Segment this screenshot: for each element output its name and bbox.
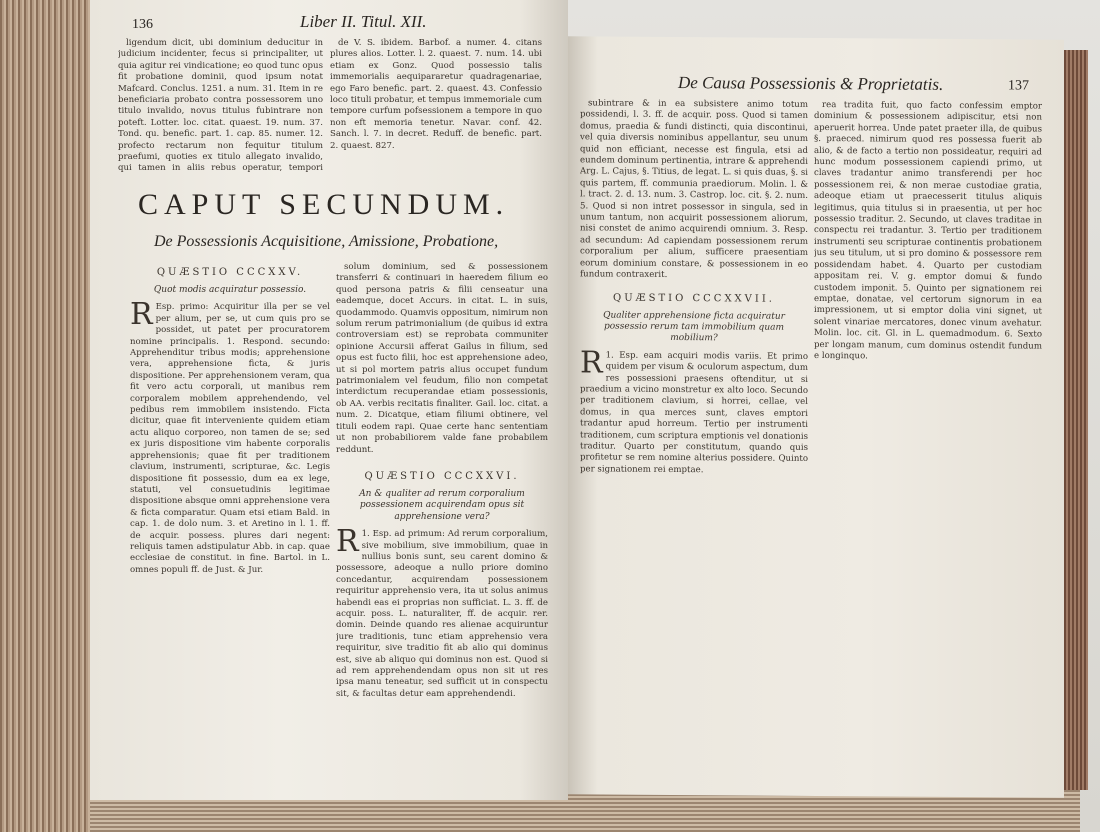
paragraph: ligendum dicit, ubi dominium deducitur in judicium incidenter, fecus si principaliter, ut quia agitur rei vindicatione; eo quod tunc opus fit probatione dominii, quod ipsum notat Mafcard. Conclus. 1251. a num. 31. Item in re beneficiaria probato contra possessorem uno titulo invalido, novus titulus fubintrare non poteft. Lotter. loc. citat. quaest. 19. num. 37. Tond. qu. benefic. part. 1. cap. 85. numer. 12. profecto rectarum non fequitur titulum praefumi, quoties ex titulo allegato invalido, qui tamen in aliis rebus operatur, tempori — [118, 38, 323, 174]
page-number: 136 — [132, 17, 153, 32]
page-number: 137 — [1008, 78, 1029, 94]
book-page-edges-left — [0, 0, 100, 832]
running-head: De Causa Possessionis & Proprietatis. — [678, 73, 944, 94]
left-page — [90, 0, 568, 800]
drop-cap: R — [130, 297, 153, 333]
text-column — [130, 262, 330, 764]
quaestio-subtitle: Qualiter apprehensione ficta acquiratur possessio rerum tam immobilium quam mobilium? — [603, 310, 785, 344]
running-head: Liber II. Titul. XII. — [300, 12, 427, 31]
quaestio-heading: QUÆSTIO CCCXXV. — [156, 267, 304, 278]
paragraph: rea tradita fuit, quo facto confessim emptor dominium & possessionem adipiscitur, etsi non aperuerit horrea. Unde patet praeter illa, de quibus §. praeced. nimirum quod res possessa fuerit ab alio, & de facto a tertio non possideatur, requiri ad hunc modum possessionem capiendi primo, ut claves tradantur animo transferendi per hoc possessionem rei, & non merae custodiae gratia, adeoque etiam ut praecesserit titulus aliquis legitimus, quia titulus si in praesentia, ut per hoc possessio traditur. 2. Secundo, ut claves traditae in conspectu rei tradantur. 3. Tertio per traditionem instrumenti seu scripturae continentis probationem jus seu titulum, ut si pro domino & possessore rem possidendam habet. 4. Quarto per custodiam appositam rei. V. g. emptor domui & fundo custodem imponit. 5. Quinto per signationem rei emptae, donatae, vel certorum signorum in ea impressionem, ut si emptor dolia vini signet, ut solent vinariae mercatores, donec vinum avehatur. Molin. loc. cit. Gl. in L. quemadmodum. 6. Sexto per longam manum, cum dominus ostendit fundum e longinquo. — [814, 100, 1042, 362]
text-column — [118, 38, 323, 175]
text-column — [330, 38, 542, 175]
chapter-subtitle: De Possessionis Acquisitione, Amissione, Probatione, — [154, 233, 499, 250]
paragraph: subintrare & in ea subsistere animo totum possidendi, l. 3. ff. de acquir. poss. Quod si tamen domus, praedia & fundi distincti, quia discontinui, vel quia diversis nominibus appellantur, seu unum quid non efficiant, necesse est fingula, etsi ad eundem dominum pertinentia, intrare & apprehendi Arg. L. Cajus, §. Titius, de legat. L. si quis duas, §. si quis partem, ff. communia praediorum. Molin. l. & l. tract. 2. d. 13. num. 3. Castrop. loc. cit. §. 2. num. 5. Quod si non intret possessor in singula, sed in unum tantum, non acquirit possessionem aliorum, nisi constet de animo acquirendi omnium. 3. Resp. ad secundum: Ad capiendam possessionem rerum corporalium per alium, sufficere praesentiam eorum dominium constare, & possessionem in eo fundum contraxerit. — [580, 98, 808, 281]
text-column — [580, 98, 808, 780]
quaestio-heading: QUÆSTIO CCCXXVI. — [364, 470, 520, 482]
paragraph: de V. S. ibidem. Barbof. a numer. 4. citans plures alios. Lotter. l. 2. quaest. 7. num. 14. ubi etiam ex Gonz. Quod possessio talis immemorialis aequipararetur quadragenariae, ego Faro benefic. part. 2. quaest. 43. Confessio loco tituli probatur, et tempus immemoriale cum tempore curfum pofsessionem a tempore in quo non eft memoria tenetur. Navar. conf. 42. Sanch. l. 7. in decret. Reduff. de benefic. part. 2. quaest. 827. — [330, 38, 542, 151]
text-column — [336, 262, 548, 764]
paragraph: 1. Esp. eam acquiri modis variis. Et primo quidem per visum & oculorum aspectum, dum res possessioni praesens oftenditur, ut si praedium a vicino monstretur ex alto loco. Secundo per traditionem clavium, si horrei, cellae, vel domus, in qua merces sunt, claves emptori tradantur apud horreum. Tertio per instrumenti traditionem, cum scriptura emptionis vel donationis traditur. Quarto per constitutum, quando quis profitetur se rem nomine alterius possidere. Quinto per signationem rei emptae. — [580, 350, 808, 475]
text-column — [814, 100, 1042, 782]
paragraph: solum dominium, sed & possessionem transferri & continuari in haeredem filium eo quod persona patris & filii censeatur una eademque, docet Accurs. in citat. L. in suis, quodammodo. Quamvis oppositum, nimirum non solum rerum patrimonialium (de quibus id extra controversiam est) se reprobata communiter opinione Accursii afferat Gailus in filium, sed opus est fucto filii, hoc est apprehensione adeo, ut si pol mortem patris alius occupet fundum patrimonialem vel feudum, filio non competat interdictum recuperandae etiam possessionis, ob AA. verbis recitatis finaliter. Gail. loc. citat. a num. 2. Dicatque, etiam filiumi obtinere, vel tituli eodem rapi. Quae certe hanc sententiam ut non probabiliorem valde fane probabilem reddunt. — [336, 262, 548, 455]
quaestio-subtitle: An & qualiter ad rerum corporalium possessionem acquirendam opus sit apprehensione vera? — [359, 488, 525, 522]
right-page — [568, 36, 1064, 797]
paragraph: Esp. primo: Acquiritur illa per se vel per alium, per se, ut cum quis pro se possidet, ut patet per procuratorem nomine principalis. 1. Respond. secundo: Apprehenditur tribus modis; apprehensione vera, apprehensione ficta, & juris dispositione. Per apprehensionem veram, qua fit vero actu corporali, ut manibus rem corporalem mobilem apprehendendo, vel pedibus rem immobilem insistendo. Ficta dicitur, quae fit interveniente quidem etiam actu aliquo corporeo, non tamen de se; sed ex juris dispositione vim habente corporalis apprehensionis; quae fit per traditionem clavium, instrumenti, scripturae, &c. Legis dispositione fit possessio, dum ea ex lege, statuti, vel consuetudinis legitimae dispositione absque omni apprehensione vera & ficta comparatur. Quam etsi etiam Bald. in cap. 1. de dolo num. 3. et Aretino in l. 1. ff. de acquir. possess. plures dari negent: reliquis tamen adstipulatur Abb. in cap. quae ecclesiae de constitut. in fine. Bartol. in L. omnes populi ff. de Just. & Jur. — [130, 302, 330, 575]
drop-cap: R — [580, 345, 603, 381]
quaestio-subtitle: Quot modis acquiratur possessio. — [153, 285, 307, 295]
paragraph: 1. Esp. ad primum: Ad rerum corporalium, sive mobilium, sive immobilium, quae in nullius bonis sunt, seu carent domino & possessore, adeoque a nullo priore domino concedantur, acquirendam possessionem requiritur apprehensio vera, ita ut solus animus habendi eas ei proprias non sufficiat. L. 3. ff. de acquir. poss. L. naturaliter, ff. de acquir. rer. domin. Deinde quando res alienae acquiruntur jure traditionis, tunc etiam apprehensio vera requiritur, sive traditio fit ab alio qui dominus est, sive ab aliquo qui dominus non est. Quod si ad rem apprehendendam opus non sit ut res ipsa manu teneatur, sed sufficit ut in conspectu sit, & facultas detur eam apprehendendi. — [336, 529, 548, 699]
quaestio-heading: QUÆSTIO CCCXXVII. — [613, 292, 775, 305]
chapter-title: CAPUT SECUNDUM. — [138, 188, 510, 221]
drop-cap: R — [336, 524, 359, 560]
book-cover-edge-right — [1060, 50, 1088, 790]
